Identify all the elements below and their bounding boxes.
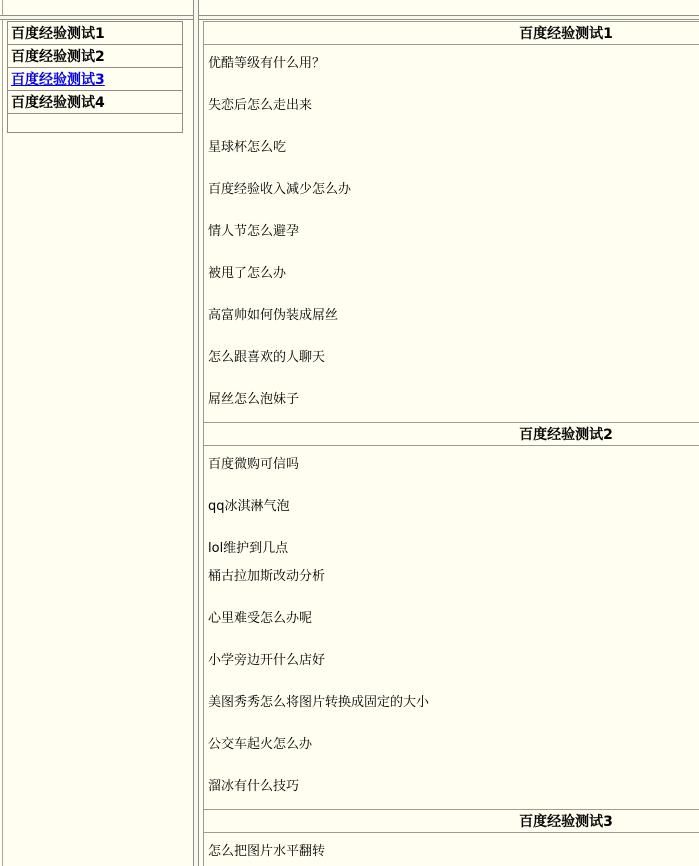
table-row bbox=[204, 45, 699, 423]
question-link[interactable]: 美图秀秀怎么将图片转换成固定的大小 bbox=[208, 695, 430, 710]
question-link[interactable]: 失恋后怎么走出来 bbox=[208, 98, 313, 113]
question-link[interactable]: 溜冰有什么技巧 bbox=[208, 779, 300, 794]
question-link[interactable]: 优酷等级有什么用？ bbox=[208, 56, 326, 71]
question-link[interactable]: 公交车起火怎么办 bbox=[208, 737, 313, 752]
section-2-body bbox=[204, 446, 699, 810]
table-row bbox=[8, 91, 183, 114]
sidebar-item-test3-link[interactable]: 百度经验测试3 bbox=[11, 72, 105, 88]
section-3-body bbox=[204, 833, 699, 866]
question-link[interactable]: 怎么跟喜欢的人聊天 bbox=[208, 350, 326, 365]
sidebar-menu bbox=[7, 21, 183, 133]
window-left-border bbox=[2, 0, 3, 866]
vertical-frame-divider[interactable] bbox=[193, 0, 199, 866]
section-2-title: 百度经验测试2 bbox=[204, 423, 699, 446]
question-link[interactable]: 心里难受怎么办呢 bbox=[208, 611, 313, 626]
question-link[interactable]: 高富帅如何伪装成屌丝 bbox=[208, 308, 339, 323]
horizontal-frame-divider[interactable] bbox=[0, 15, 699, 20]
sidebar-item-test2[interactable] bbox=[8, 45, 183, 68]
section-1-body bbox=[204, 45, 699, 423]
question-link[interactable]: 怎么把图片水平翻转 bbox=[208, 844, 326, 859]
question-link[interactable]: 屌丝怎么泡妹子 bbox=[208, 392, 300, 407]
question-link[interactable]: 百度微购可信吗 bbox=[208, 457, 300, 472]
question-link[interactable]: 星球杯怎么吃 bbox=[208, 140, 287, 155]
table-row bbox=[8, 68, 183, 91]
sidebar-item-test1[interactable] bbox=[8, 22, 183, 45]
sidebar-menu-table bbox=[7, 21, 183, 133]
content-table bbox=[203, 21, 699, 866]
table-row bbox=[8, 45, 183, 68]
question-link[interactable]: 情人节怎么避孕 bbox=[208, 224, 300, 239]
table-row bbox=[204, 833, 699, 866]
sidebar-item-test4-label[interactable]: 百度经验测试4 bbox=[11, 95, 105, 111]
table-row bbox=[204, 446, 699, 810]
table-row bbox=[204, 423, 699, 446]
question-link[interactable]: lol维护到几点 bbox=[208, 541, 289, 556]
sidebar-item-test3[interactable] bbox=[8, 68, 183, 91]
main-content-frame bbox=[203, 21, 699, 866]
section-1-title: 百度经验测试1 bbox=[204, 22, 699, 45]
question-link[interactable]: qq冰淇淋气泡 bbox=[208, 499, 290, 514]
sidebar-item-test1-label[interactable]: 百度经验测试1 bbox=[11, 26, 105, 42]
sidebar-empty-row bbox=[8, 114, 183, 133]
table-row bbox=[8, 22, 183, 45]
sidebar-item-test2-label[interactable]: 百度经验测试2 bbox=[11, 49, 105, 65]
question-link[interactable]: 小学旁边开什么店好 bbox=[208, 653, 326, 668]
table-row bbox=[8, 114, 183, 133]
question-link[interactable]: 百度经验收入减少怎么办 bbox=[208, 182, 352, 197]
sidebar-item-test4[interactable] bbox=[8, 91, 183, 114]
section-3-title: 百度经验测试3 bbox=[204, 810, 699, 833]
question-link[interactable]: 被甩了怎么办 bbox=[208, 266, 287, 281]
table-row bbox=[204, 22, 699, 45]
table-row bbox=[204, 810, 699, 833]
question-link[interactable]: 桶古拉加斯改动分析 bbox=[208, 569, 326, 584]
